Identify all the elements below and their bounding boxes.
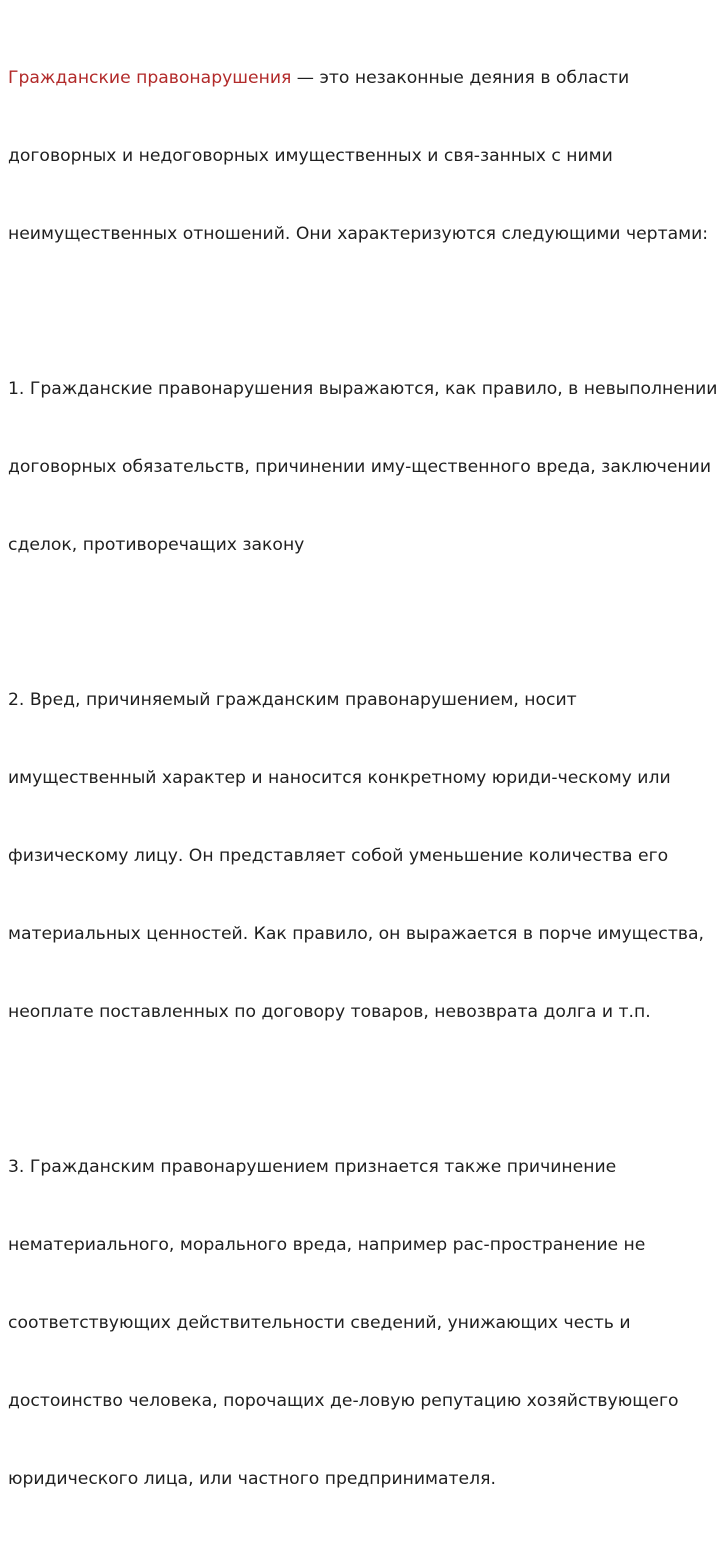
point-3-line-1: 3. Гражданским правонарушением признается также причинение [8,1157,617,1177]
point-2-line-5: неоплате поставленных по договору товаров, невозврата долга и т.п. [8,1002,651,1022]
defined-term: Гражданские правонарушения [8,68,292,88]
point-1-line-3: сделок, противоречащих закону [8,535,305,555]
intro-line-1 [8,65,720,91]
point-3-line-4: достоинство человека, порочащих де-ловую репутацию хозяйствующего [8,1391,679,1411]
point-3-line-3: соответствующих действительности сведений, унижающих честь и [8,1313,631,1333]
point-1-paragraph [8,324,720,610]
intro-line-3: неимущественных отношений. Они характеризуются следующими чертами: [8,224,709,244]
point-2-line-4: материальных ценностей. Как правило, он выражается в порче имущества, [8,924,704,944]
point-1-line-1: 1. Гражданские правонарушения выражаются, как правило, в невыполнении [8,379,718,399]
intro-line-2: договорных и недоговорных имущественных и свя-занных с ними [8,146,613,166]
point-3-paragraph [8,1102,720,1544]
point-1-line-2: договорных обязательств, причинении иму-щественного вреда, заключении [8,457,711,477]
point-3-line-2: нематериального, морального вреда, например рас-пространение не [8,1235,646,1255]
point-2-line-1: 2. Вред, причиняемый гражданским правонарушением, носит [8,690,577,710]
point-3-line-5: юридического лица, или частного предпринимателя. [8,1469,496,1489]
slide-body [8,13,720,1544]
point-2-paragraph [8,635,720,1077]
intro-paragraph [8,13,720,299]
point-2-line-3: физическому лицу. Он представляет собой уменьшение количества его [8,846,669,866]
point-2-line-2: имущественный характер и наносится конкретному юриди-ческому или [8,768,671,788]
intro-line-1-rest: — это незаконные деяния в области [291,68,630,88]
